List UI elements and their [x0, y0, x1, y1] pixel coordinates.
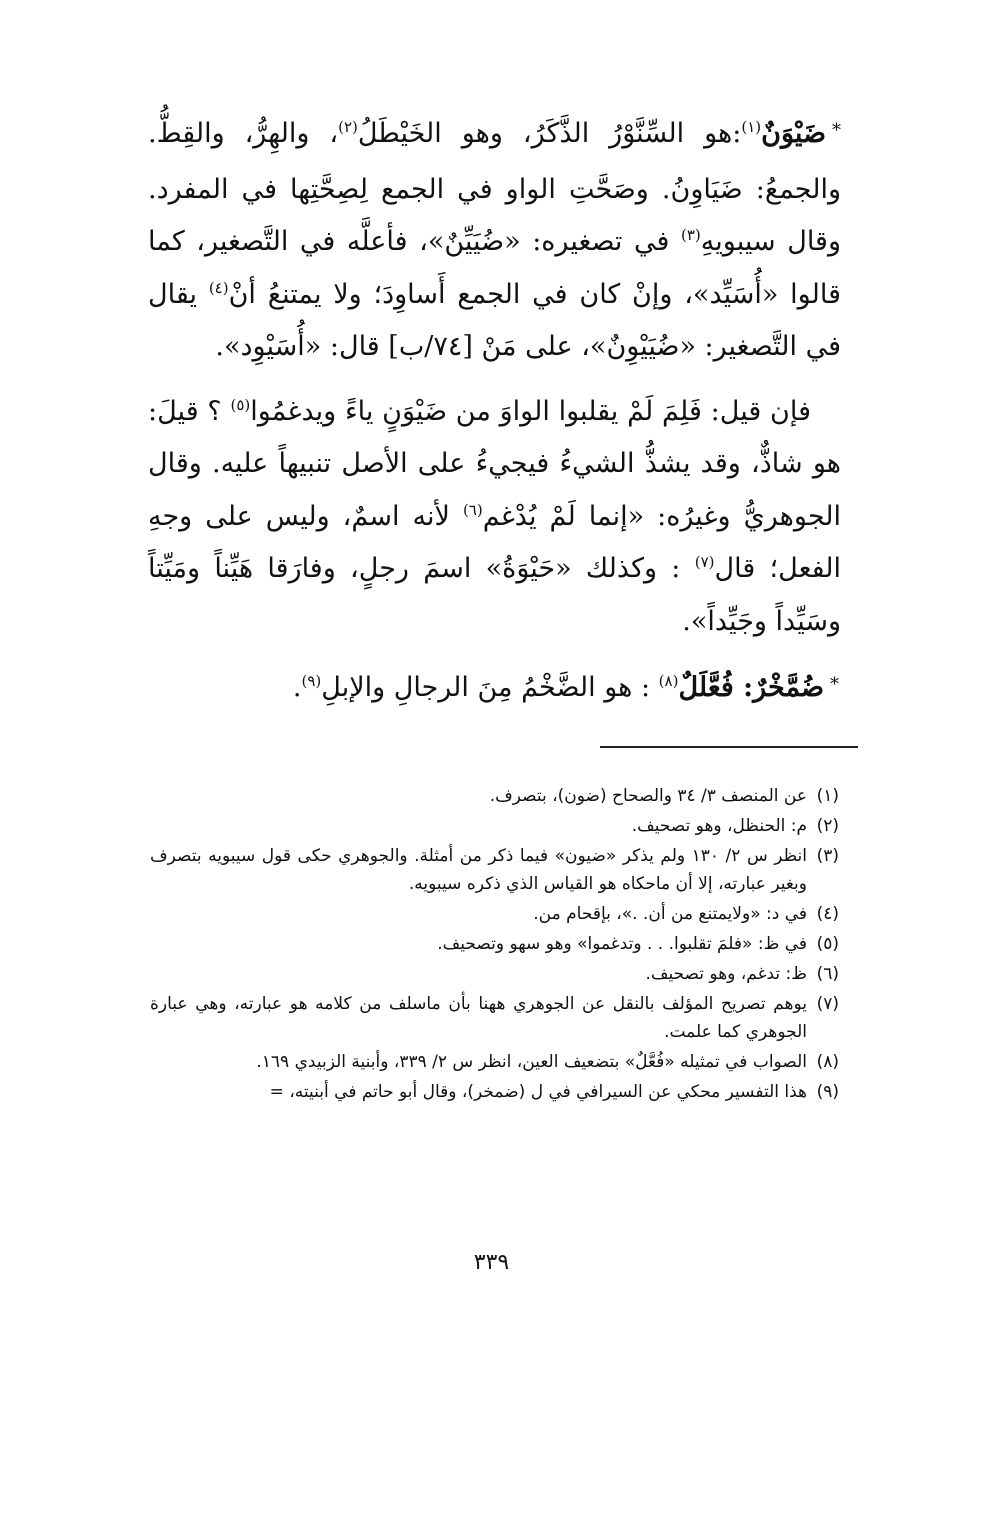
entry-dummakhr: [148, 662, 841, 718]
footnote-text: ظ: تدغم، وهو تصحيف.: [645, 964, 807, 984]
footnote-item: [150, 782, 839, 810]
footnote-number: (٨): [816, 1052, 839, 1072]
footnote-ref[interactable]: (١): [741, 118, 762, 136]
footnote-item: [150, 812, 839, 840]
footnotes: [150, 782, 839, 1108]
footnote-item: [150, 930, 839, 958]
footnote-item: [150, 900, 839, 928]
entry-text: .: [292, 672, 302, 703]
footnote-number: (٥): [816, 934, 839, 954]
entry-star-marker: *: [830, 674, 839, 695]
footnote-number: (٩): [816, 1082, 839, 1102]
footnote-text: يوهم تصريح المؤلف بالنقل عن الجوهري ههنا بأن ماسلف من كلامه هو عبارته، وهي عبارة الجوهري كما علمت.: [150, 994, 807, 1042]
footnote-number: (٧): [816, 994, 839, 1014]
entry-star-marker: *: [832, 120, 842, 141]
entry-text: ، والهِرُّ، والقِطُّ. والجمعُ: ضَيَاوِنُ. وصَحَّتِ الواو في الجمع لِصِحَّتِها في المفرد. وقال سيبويهِ: [148, 118, 841, 257]
main-text: [148, 108, 841, 718]
entry-text: : هو الضَّخْمُ مِنَ الرجالِ والإبلِ: [321, 672, 651, 703]
footnote-text: في د: «ولايمتنع من أن. .»، بإقحام من.: [533, 904, 807, 924]
paragraph-text: لأنه اسمٌ، وليس على وجهِ الفعل؛ قال: [148, 500, 841, 584]
entry-dayawn: [148, 108, 841, 374]
footnote-text: في ظ: «فلمَ تقلبوا. . . وتدغموا» وهو سهو وتصحيف.: [437, 934, 807, 954]
footnote-ref[interactable]: (٢): [338, 118, 358, 136]
footnote-number: (٣): [816, 846, 839, 866]
footnote-ref[interactable]: (٧): [694, 553, 715, 571]
footnote-ref[interactable]: (٣): [681, 226, 701, 244]
footnote-item: [150, 1078, 839, 1106]
footnote-number: (١): [816, 786, 839, 806]
footnote-item: [150, 990, 839, 1046]
footnote-number: (٢): [816, 816, 839, 836]
footnote-number: (٦): [816, 964, 839, 984]
paragraph-text: : وكذلك «حَيْوَةُ» اسمَ رجلٍ، وفارَقا هَيِّناً ومَيِّتاً وسَيِّداً وجَيِّداً».: [148, 553, 841, 637]
footnote-text: الصواب في تمثيله «فُعَّلٌ» بتضعيف العين، انظر س ٢/ ٣٣٩، وأبنية الزبيدي ١٦٩.: [256, 1052, 807, 1072]
footnote-item: [150, 960, 839, 988]
footnote-ref[interactable]: (٦): [462, 500, 483, 519]
page-number: ٣٣٩: [473, 1250, 510, 1275]
footnote-item: [150, 842, 839, 898]
footnote-text: انظر س ٢/ ١٣٠ ولم يذكر «ضيون» فيما ذكر من أمثلة. والجوهري حكى قول سيبويه بتصرف وبغير عبارته، إلا أن ماحكاه هو القياس الذي ذكره سيبويه.: [150, 846, 807, 894]
footnote-ref[interactable]: (٨): [658, 672, 679, 690]
headword: ضَيْوَنٌ: [761, 118, 827, 149]
entry-text: في تصغيره: «ضُيَيِّنٌ»، فأعلَّه في التَّصغير، كما قالوا «أُسَيِّد»، وإنْ كان في الجمع أَساوِدَ؛ ولا يمتنعُ أنْ: [148, 226, 841, 310]
footnote-item: [150, 1048, 839, 1076]
paragraph-text: ؟ قيلَ: هو شاذٌّ، وقد يشذُّ الشيءُ فيجيءُ على الأصل تنبيهاً عليه. وقال الجوهريُّ وغيرُه: «إنما لَمْ يُدْغم: [148, 395, 841, 532]
footnote-ref[interactable]: (٥): [230, 395, 251, 414]
footnote-divider: [600, 746, 858, 748]
entry-text: :هو السِّنَّوْرُ الذَّكَرُ، وهو الخَيْطَلُ: [357, 118, 742, 149]
footnote-text: عن المنصف ٣/ ٣٤ والصحاح (ضون)، بتصرف.: [489, 786, 807, 806]
paragraph-text: فإن قيل: فَلِمَ لَمْ يقلبوا الواوَ من ضَيْوَنٍ ياءً ويدغمُوا: [250, 395, 811, 427]
entry-text: يقال في التَّصغير: «ضُيَيْوِنٌ»، على مَنْ [٧٤/ب] قال: «أُسَيْوِد».: [148, 278, 841, 362]
paragraph-question: [148, 386, 841, 649]
footnote-ref[interactable]: (٤): [208, 278, 229, 297]
footnote-text: م: الحنظل، وهو تصحيف.: [631, 816, 807, 836]
footnote-text: هذا التفسير محكي عن السيرافي في ل (ضمخر)، وقال أبو حاتم في أبنيته، =: [269, 1082, 807, 1102]
headword: ضُمَّخْرٌ: فُعَّلَلٌ: [678, 672, 824, 703]
footnote-number: (٤): [816, 904, 839, 924]
footnote-ref[interactable]: (٩): [301, 672, 322, 690]
